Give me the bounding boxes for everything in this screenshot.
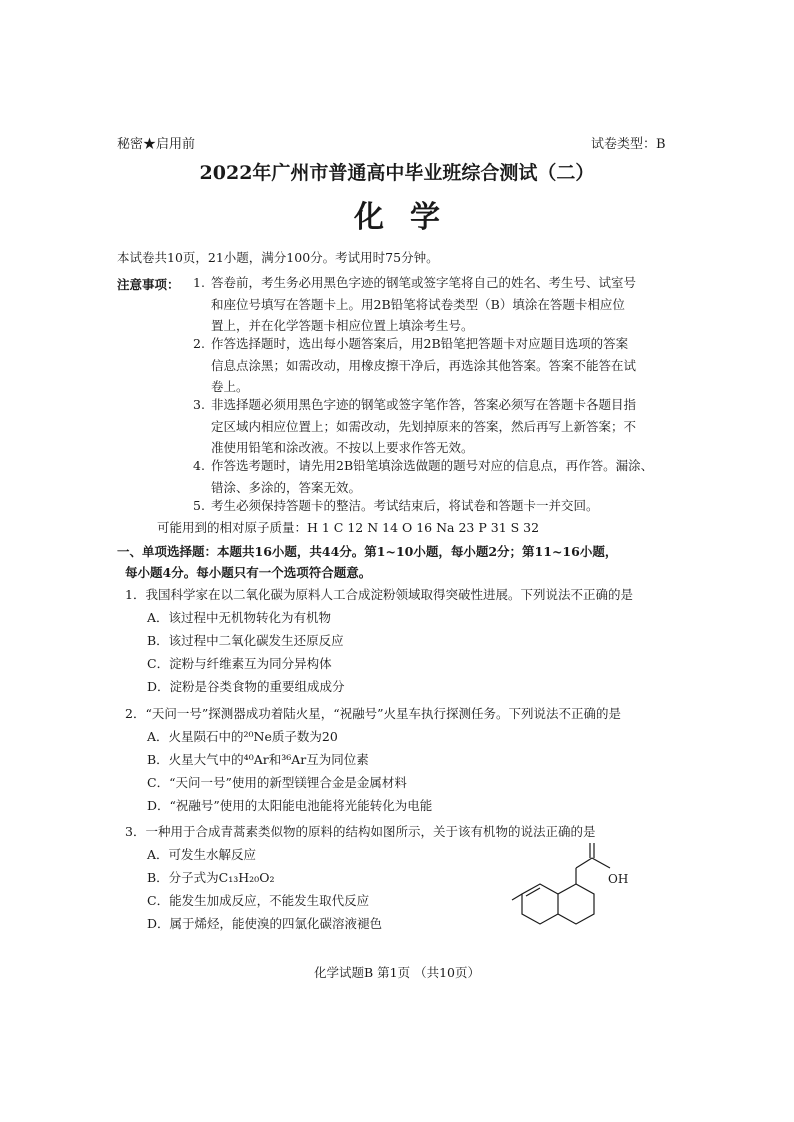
question-stem: 2．“天问一号”探测器成功着陆火星，“祝融号”火星车执行探测任务。下列说法不正确的是 <box>125 706 622 721</box>
note-line: 考生必须保持答题卡的整洁。考试结束后，将试卷和答题卡一并交回。 <box>211 498 599 513</box>
option-b: B．分子式为C₁₃H₂₀O₂ <box>147 870 275 885</box>
exam-title: 2022年广州市普通高中毕业班综合测试（二） <box>199 162 595 184</box>
option-b: B．火星大气中的⁴⁰Ar和³⁶Ar互为同位素 <box>147 752 369 767</box>
option-a: A．该过程中无机物转化为有机物 <box>147 610 332 625</box>
option-c: C．“天问一号”使用的新型镁锂合金是金属材料 <box>147 775 407 790</box>
note-number: 4. <box>193 458 205 473</box>
molecule-bonds <box>512 843 610 924</box>
question-stem: 3．一种用于合成青蒿素类似物的原料的结构如图所示，关于该有机物的说法正确的是 <box>125 824 596 839</box>
atomic-masses: 可能用到的相对原子质量：H 1 C 12 N 14 O 16 Na 23 P 31 S 32 <box>157 520 540 535</box>
note-line: 答卷前，考生务必用黑色字迹的钢笔或签字笔将自己的姓名、考生号、试室号 <box>211 275 637 290</box>
option-b: B．该过程中二氧化碳发生还原反应 <box>147 633 344 648</box>
option-d: D．“祝融号”使用的太阳能电池能将光能转化为电能 <box>147 798 433 813</box>
note-line: 准使用铅笔和涂改液。不按以上要求作答无效。 <box>211 440 474 455</box>
paper-type-label: 试卷类型：B <box>591 137 666 152</box>
option-d: D．淀粉是谷类食物的重要组成成分 <box>147 679 345 694</box>
section-line: 一、单项选择题：本题共16小题，共44分。第1~10小题，每小题2分；第11~16小题， <box>117 544 618 559</box>
page-footer: 化学试题B 第1页 （共10页） <box>314 965 480 980</box>
section-line: 每小题4分。每小题只有一个选项符合题意。 <box>125 565 372 580</box>
note-line: 信息点涂黑；如需改动，用橡皮擦干净后，再选涂其他答案。答案不能答在试 <box>211 357 637 373</box>
option-a: A．可发生水解反应 <box>147 847 257 862</box>
section-heading <box>117 541 677 583</box>
note-item <box>193 495 673 517</box>
note-number: 2. <box>193 336 205 351</box>
note-line: 作答选考题时，请先用2B铅笔填涂选做题的题号对应的信息点，再作答。漏涂、 <box>211 458 654 473</box>
intro-text: 本试卷共10页，21小题，满分100分。考试用时75分钟。 <box>117 250 439 265</box>
note-item <box>193 272 673 337</box>
notes-label: 注意事项： <box>117 277 180 292</box>
note-item <box>193 333 673 398</box>
note-line: 定区域内相应位置上；如需改动，先划掉原来的答案，然后再写上新答案；不 <box>211 418 637 434</box>
note-line: 非选择题必须用黑色字迹的钢笔或签字笔作答，答案必须写在答题卡各题目指 <box>211 397 637 412</box>
molecule-structure <box>510 838 640 943</box>
note-number: 5. <box>193 498 205 513</box>
note-line: 和座位号填写在答题卡上。用2B铅笔将试卷类型（B）填涂在答题卡相应位 <box>211 296 625 312</box>
option-c: C．淀粉与纤维素互为同分异构体 <box>147 656 332 671</box>
note-item <box>193 394 673 459</box>
note-line: 作答选择题时，选出每小题答案后，用2B铅笔把答题卡对应题目选项的答案 <box>211 336 629 351</box>
subject-title: 化学 <box>354 200 466 235</box>
option-d: D．属于烯烃，能使溴的四氯化碳溶液褪色 <box>147 916 383 931</box>
secret-label: 秘密★启用前 <box>117 137 196 152</box>
note-line: 置上，并在化学答题卡相应位置上填涂考生号。 <box>211 318 474 333</box>
note-line: 错涂、多涂的，答案无效。 <box>211 479 362 495</box>
option-a: A．火星陨石中的²⁰Ne质子数为20 <box>147 729 338 744</box>
note-item <box>193 455 673 498</box>
option-c: C．能发生加成反应，不能发生取代反应 <box>147 893 370 908</box>
hydroxyl-label: OH <box>608 872 629 886</box>
question-stem: 1．我国科学家在以二氧化碳为原料人工合成淀粉领域取得突破性进展。下列说法不正确的是 <box>125 587 633 602</box>
note-number: 1. <box>193 275 205 290</box>
note-number: 3. <box>193 397 205 412</box>
note-line: 卷上。 <box>211 379 249 394</box>
